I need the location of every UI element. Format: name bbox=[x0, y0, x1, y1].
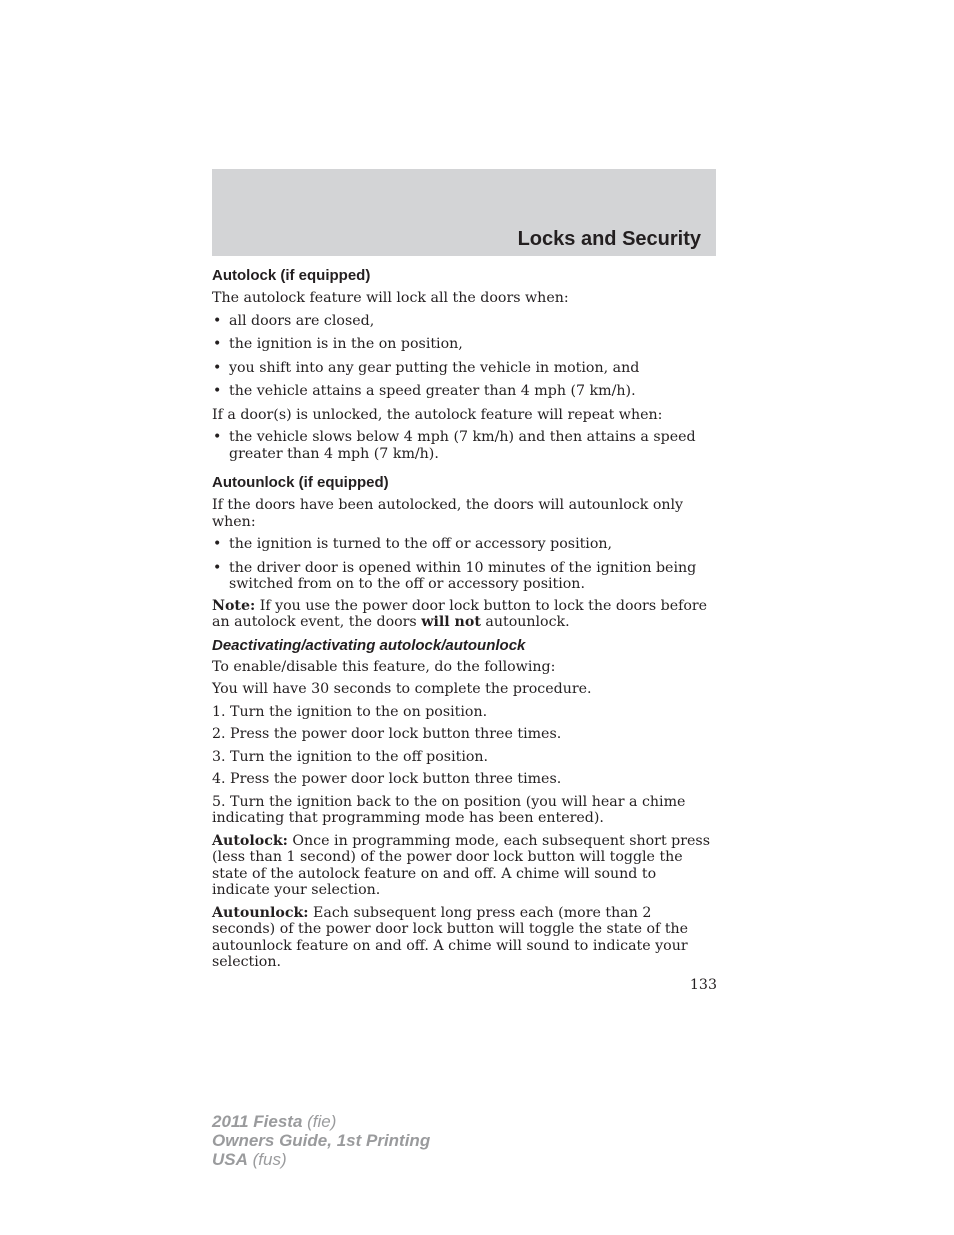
note-text-1: If you use the power door lock button to lock the doors before an autolock event, the doors bbox=[212, 597, 708, 630]
autolock-text: Once in programming mode, each subsequent short press (less than 1 second) of the power door lock button will toggle the state of the autolock feature on and off. A chime will sound to indicate your selection. bbox=[212, 832, 710, 898]
section-header-band bbox=[212, 169, 716, 256]
list-item: • all doors are closed, bbox=[212, 313, 717, 330]
list-item: • the vehicle slows below 4 mph (7 km/h) and then attains a speed greater than 4 mph (7 km/h). bbox=[212, 429, 717, 462]
autolock-label: Autolock: bbox=[212, 832, 288, 849]
autolock-repeat-list bbox=[212, 429, 717, 462]
footer-line-1 bbox=[212, 1112, 430, 1131]
autounlock-label: Autounlock: bbox=[212, 904, 309, 921]
list-item: • the ignition is in the on position, bbox=[212, 336, 717, 353]
autolock-repeat-intro: If a door(s) is unlocked, the autolock feature will repeat when: bbox=[212, 406, 663, 423]
step-4: 4. Press the power door lock button three times. bbox=[212, 771, 562, 787]
autolock-heading: Autolock (if equipped) bbox=[212, 267, 371, 284]
footer-edition bbox=[212, 1112, 430, 1169]
deactivate-time: You will have 30 seconds to complete the procedure. bbox=[212, 681, 592, 697]
list-item: • you shift into any gear putting the vehicle in motion, and bbox=[212, 360, 717, 377]
list-item: • the ignition is turned to the off or accessory position, bbox=[212, 536, 717, 553]
step-3: 3. Turn the ignition to the off position. bbox=[212, 748, 489, 765]
list-item: • the vehicle attains a speed greater than 4 mph (7 km/h). bbox=[212, 383, 717, 400]
autounlock-toggle-para bbox=[212, 905, 717, 971]
footer-model: 2011 Fiesta bbox=[212, 1112, 303, 1131]
footer-region: USA bbox=[212, 1150, 248, 1169]
step-5: 5. Turn the ignition back to the on position (you will hear a chime indicating that programming mode has been entered). bbox=[212, 793, 686, 826]
deactivate-heading: Deactivating/activating autolock/autounlock bbox=[212, 636, 526, 654]
autounlock-text: Each subsequent long press each (more than 2 seconds) of the power door lock button will toggle the state of the autounlock feature on and off. A chime will sound to indicate your selection. bbox=[212, 904, 689, 970]
section-title: Locks and Security bbox=[517, 228, 701, 250]
autolock-toggle-para bbox=[212, 833, 717, 899]
autounlock-conditions-list bbox=[212, 536, 717, 593]
note-text-2: autounlock. bbox=[480, 614, 570, 630]
autolock-intro: The autolock feature will lock all the doors when: bbox=[212, 290, 569, 306]
autolock-conditions-list bbox=[212, 313, 717, 400]
footer-printing: Owners Guide, 1st Printing bbox=[212, 1131, 431, 1150]
list-item: • the driver door is opened within 10 minutes of the ignition being switched from on to the off or accessory position. bbox=[212, 560, 717, 593]
step-1: 1. Turn the ignition to the on position. bbox=[212, 703, 488, 720]
step-2: 2. Press the power door lock button three times. bbox=[212, 726, 562, 742]
footer-model-code: (fie) bbox=[302, 1112, 337, 1131]
autounlock-intro: If the doors have been autolocked, the doors will autounlock only when: bbox=[212, 497, 684, 530]
deactivate-intro: To enable/disable this feature, do the following: bbox=[212, 658, 556, 675]
page-number: 133 bbox=[689, 976, 717, 993]
note-label: Note: bbox=[212, 597, 256, 614]
footer-region-code: (fus) bbox=[247, 1150, 287, 1169]
page-content bbox=[212, 267, 717, 993]
footer-line-3 bbox=[212, 1150, 430, 1169]
footer-line-2 bbox=[212, 1131, 430, 1150]
autounlock-heading: Autounlock (if equipped) bbox=[212, 474, 389, 491]
note-bold: will not bbox=[421, 614, 481, 630]
autounlock-note bbox=[212, 598, 717, 631]
